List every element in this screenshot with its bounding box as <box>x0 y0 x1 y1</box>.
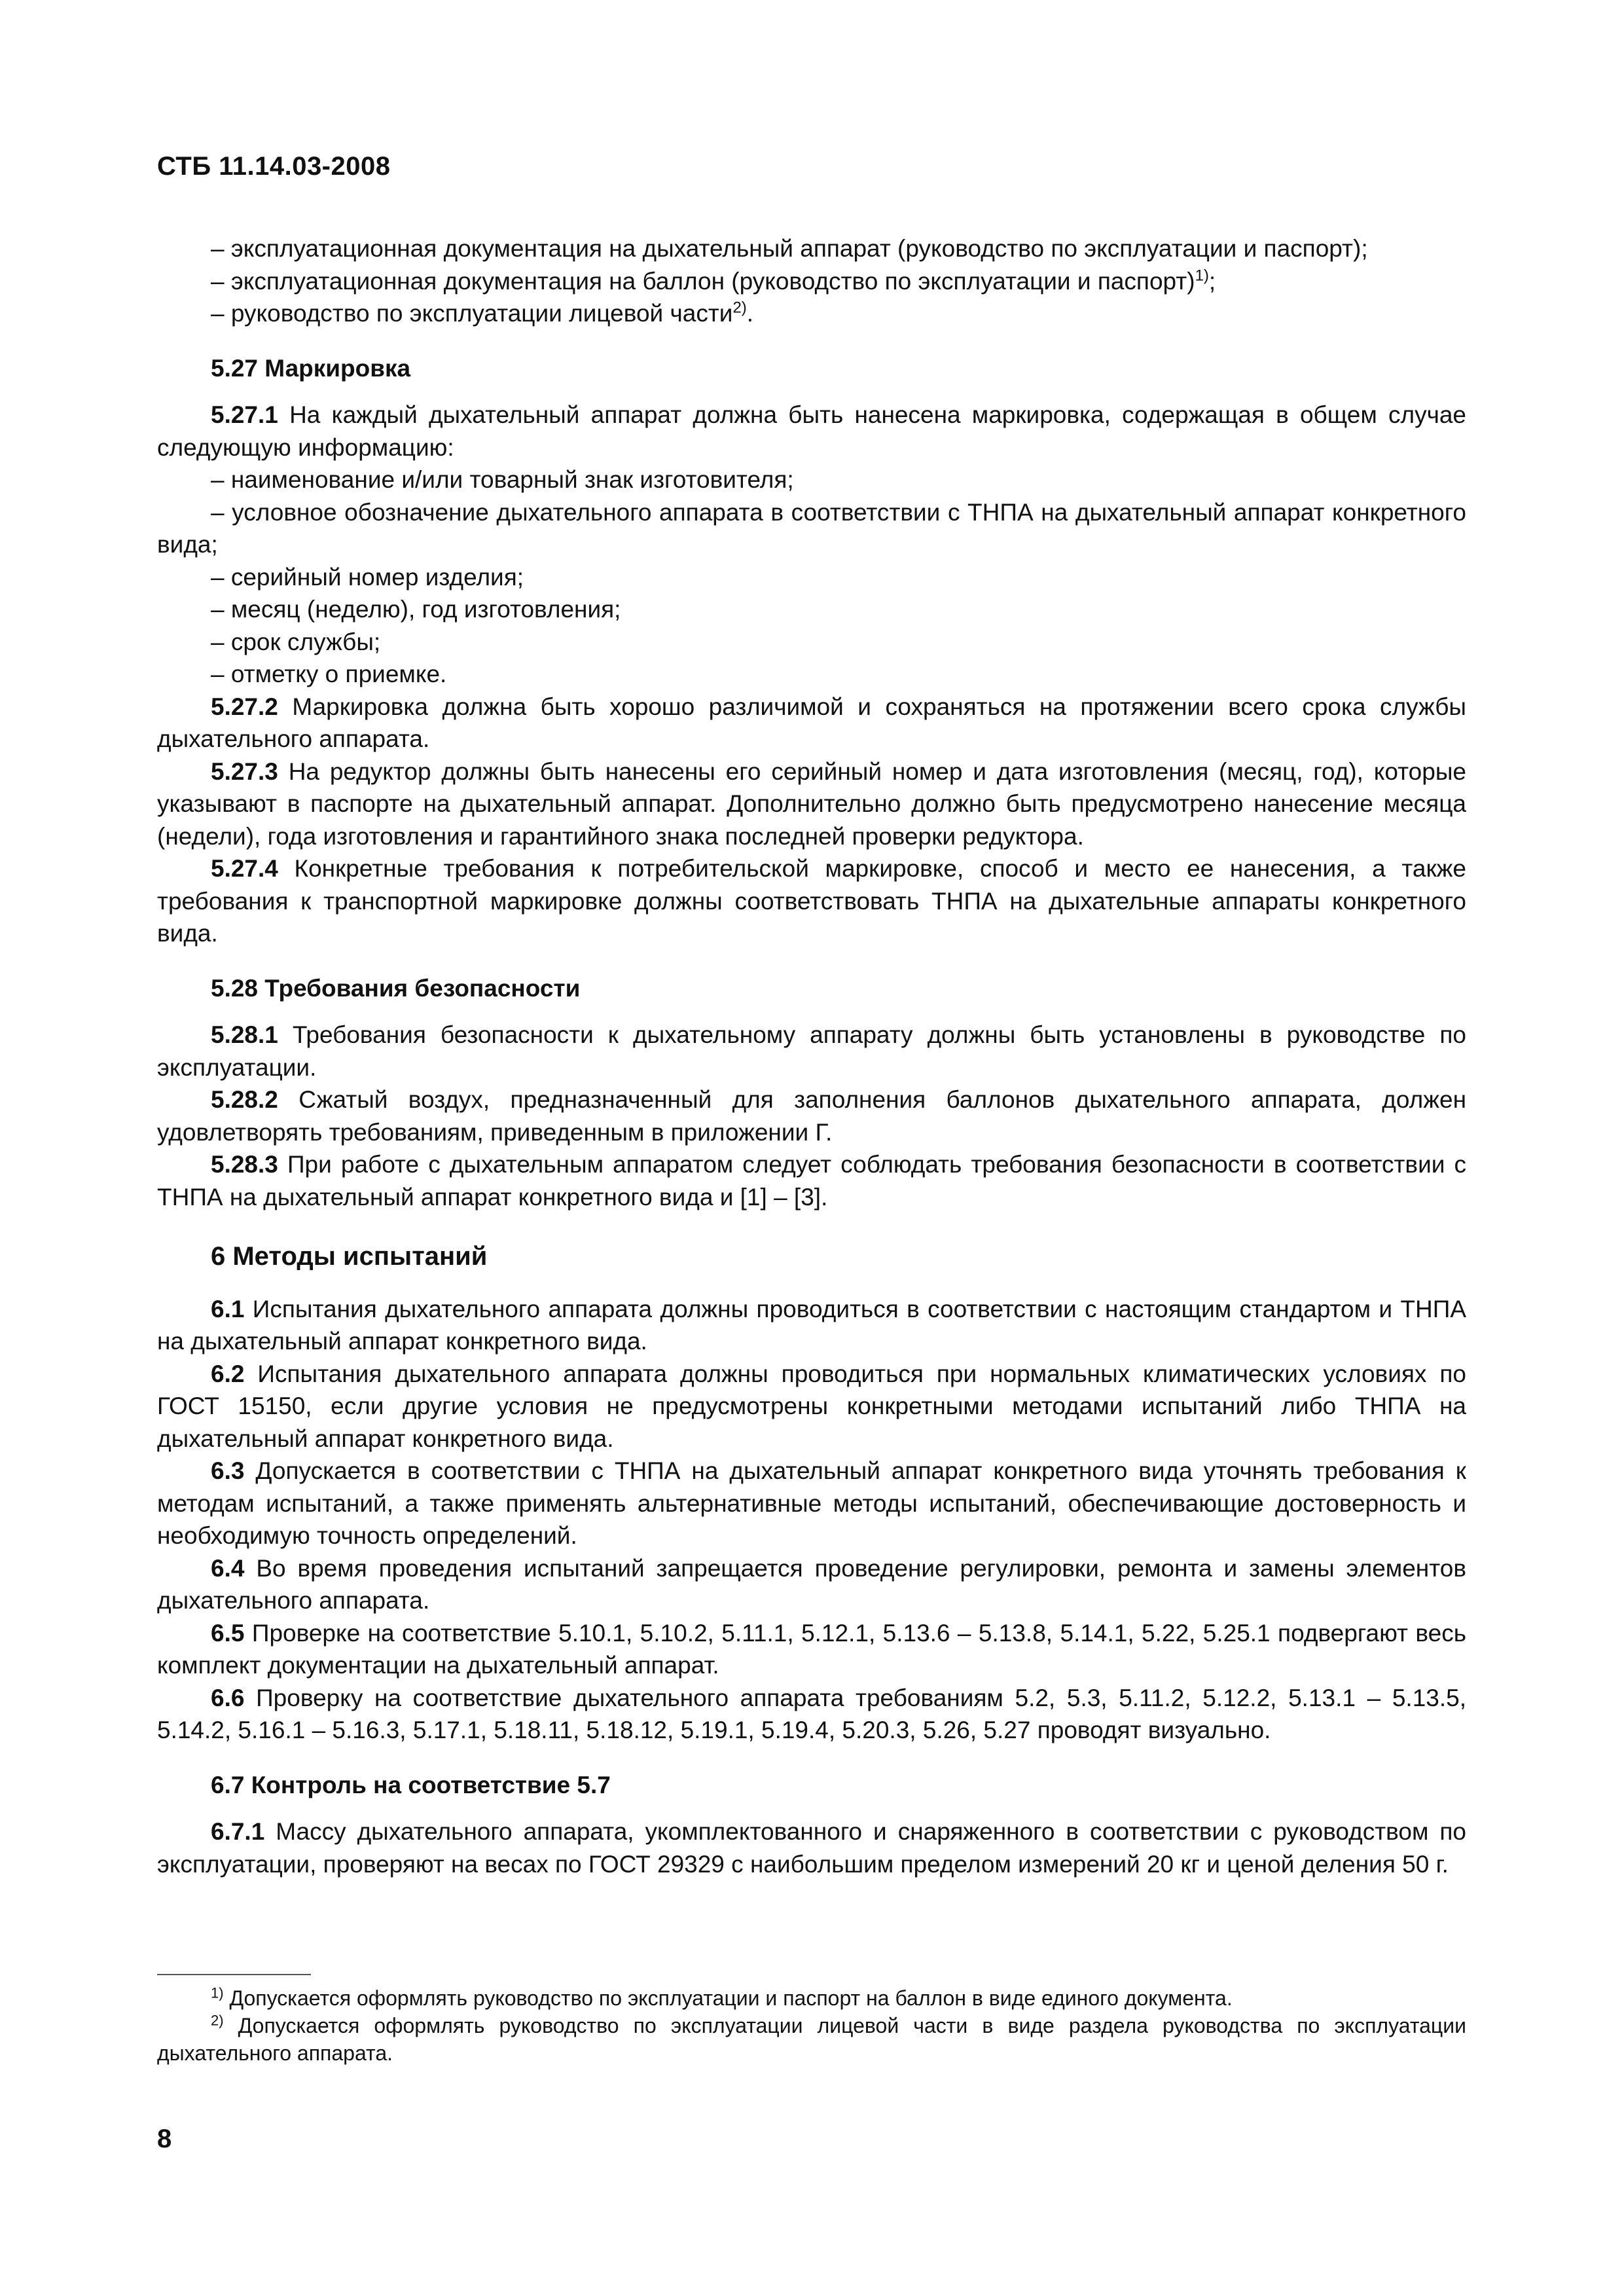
footnotes <box>157 1984 1466 2067</box>
section-heading-6-7: 6.7 Контроль на соответствие 5.7 <box>211 1771 611 1798</box>
clause-5-27-4 <box>157 852 1466 950</box>
clause-6-1 <box>157 1293 1466 1358</box>
doc-list-item-text: – руководство по эксплуатации лицевой части <box>211 300 733 327</box>
footnote-ref: 2) <box>732 299 747 317</box>
clause-number: 6.2 <box>211 1360 245 1387</box>
marking-list-item: – месяц (неделю), год изготовления; <box>211 596 621 623</box>
clause-text: Маркировка должна быть хорошо различимой и сохраняться на протяжении всего срока службы дыхательного аппарата. <box>157 693 1466 752</box>
clause-text: Испытания дыхательного аппарата должны проводиться в соответствии с настоящим стандартом и ТНПА на дыхательный аппарат конкретного вида. <box>157 1295 1466 1355</box>
footnote-text: Допускается оформлять руководство по эксплуатации лицевой части в виде раздела руководства по эксплуатации дыхательного аппарата. <box>157 2014 1466 2065</box>
clause-text: Допускается в соответствии с ТНПА на дыхательный аппарат конкретного вида уточнять требования к методам испытаний, а также применять альтернативные методы испытаний, обеспечивающие достоверность и необходимую точность определений. <box>157 1457 1466 1549</box>
clause-number: 5.27.1 <box>211 401 278 428</box>
clause-number: 5.28.3 <box>211 1151 278 1178</box>
clause-number: 6.3 <box>211 1457 245 1484</box>
clause-number: 6.1 <box>211 1295 245 1322</box>
document-code-header: СТБ 11.14.03-2008 <box>157 152 391 181</box>
clause-number: 6.6 <box>211 1684 245 1711</box>
clause-text: Требования безопасности к дыхательному аппарату должны быть установлены в руководстве по эксплуатации. <box>157 1021 1466 1081</box>
marking-list-item: – срок службы; <box>211 628 381 655</box>
page-number: 8 <box>157 2124 172 2153</box>
clause-6-5 <box>157 1617 1466 1682</box>
clause-text: Испытания дыхательного аппарата должны проводиться при нормальных климатических условиях по ГОСТ 15150, если другие условия не предусмотрены конкретными методами испытаний либо ТНПА на дыхательный аппарат конкретного вида. <box>157 1360 1466 1452</box>
section-heading-5-27: 5.27 Маркировка <box>211 354 411 382</box>
marking-list-item: – серийный номер изделия; <box>211 563 524 591</box>
clause-text: Проверку на соответствие дыхательного аппарата требованиям 5.2, 5.3, 5.11.2, 5.12.2, 5.13.1 – 5.13.5, 5.14.2, 5.16.1 – 5.16.3, 5.17.1, 5.18.11, 5.18.12, 5.19.1, 5.19.4, 5.20.3, 5.26, 5.27 проводят визуально. <box>157 1684 1466 1743</box>
list-punct: ; <box>1208 267 1216 295</box>
clause-text: Конкретные требования к потребительской маркировке, способ и место ее нанесения, а также требования к транспортной маркировке должны соответствовать ТНПА на дыхательные аппараты конкретного вида. <box>157 855 1466 947</box>
footnote-1 <box>157 1984 1466 2012</box>
marking-list-item: – отметку о приемке. <box>211 661 447 687</box>
clause-text: Во время проведения испытаний запрещается проведение регулировки, ремонта и замены элементов дыхательного аппарата. <box>157 1554 1466 1614</box>
clause-text: Проверке на соответствие 5.10.1, 5.10.2, 5.11.1, 5.12.1, 5.13.6 – 5.13.8, 5.14.1, 5.22, 5.25.1 подвергают весь комплект документации на дыхательный аппарат. <box>157 1619 1466 1679</box>
clause-text: На редуктор должны быть нанесены его серийный номер и дата изготовления (месяц, год), которые указывают в паспорте на дыхательный аппарат. Дополнительно должно быть предусмотрено нанесение месяца (недели), года изготовления и гарантийного знака последней проверки редуктора. <box>157 757 1466 850</box>
list-punct: . <box>746 300 754 327</box>
clause-text: Массу дыхательного аппарата, укомплектованного и снаряженного в соответствии с руководством по эксплуатации, проверяют на весах по ГОСТ 29329 с наибольшим пределом измерений 20 кг и ценой деления 50 г. <box>157 1818 1466 1878</box>
clause-number: 6.5 <box>211 1619 245 1647</box>
section-heading-6: 6 Методы испытаний <box>211 1242 488 1271</box>
doc-list-item <box>157 297 1466 330</box>
footnote-separator <box>157 1974 311 1975</box>
footnote-mark: 1) <box>211 1984 224 2001</box>
doc-list-item: – эксплуатационная документация на дыхательный аппарат (руководство по эксплуатации и паспорт); <box>211 235 1368 262</box>
clause-number: 6.4 <box>211 1554 245 1582</box>
clause-5-27-2 <box>157 691 1466 756</box>
clause-6-6 <box>157 1682 1466 1747</box>
clause-text: При работе с дыхательным аппаратом следует соблюдать требования безопасности в соответствии с ТНПА на дыхательный аппарат конкретного вида и [1] – [3]. <box>157 1151 1466 1211</box>
clause-number: 5.27.4 <box>211 855 278 882</box>
clause-5-28-2 <box>157 1084 1466 1148</box>
marking-list-item: – условное обозначение дыхательного аппарата в соответствии с ТНПА на дыхательный аппарат конкретного вида; <box>157 498 1466 558</box>
clause-number: 5.28.1 <box>211 1021 278 1048</box>
clause-6-4 <box>157 1552 1466 1617</box>
clause-text: Сжатый воздух, предназначенный для заполнения баллонов дыхательного аппарата, должен удовлетворять требованиям, приведенным в приложении Г. <box>157 1086 1466 1146</box>
document-body <box>157 232 1466 1880</box>
doc-list-item <box>157 265 1466 298</box>
clause-6-2 <box>157 1358 1466 1455</box>
doc-list-item-text: – эксплуатационная документация на баллон (руководство по эксплуатации и паспорт) <box>211 267 1195 295</box>
clause-5-27-1 <box>157 399 1466 464</box>
clause-6-7-1 <box>157 1815 1466 1880</box>
clause-5-27-3 <box>157 756 1466 853</box>
footnote-text: Допускается оформлять руководство по эксплуатации и паспорт на баллон в виде единого документа. <box>223 1986 1233 2010</box>
clause-6-3 <box>157 1455 1466 1552</box>
footnote-ref: 1) <box>1195 266 1209 285</box>
footnote-mark: 2) <box>211 2012 224 2029</box>
section-heading-5-28: 5.28 Требования безопасности <box>211 974 581 1002</box>
clause-number: 5.28.2 <box>211 1086 278 1113</box>
clause-number: 5.27.3 <box>211 757 278 785</box>
marking-list-item: – наименование и/или товарный знак изготовителя; <box>211 466 794 493</box>
clause-number: 5.27.2 <box>211 693 278 720</box>
clause-number: 6.7.1 <box>211 1818 265 1845</box>
footnote-2 <box>157 2012 1466 2067</box>
clause-5-28-3 <box>157 1148 1466 1213</box>
clause-5-28-1 <box>157 1019 1466 1084</box>
clause-text: На каждый дыхательный аппарат должна быть нанесена маркировка, содержащая в общем случае следующую информацию: <box>157 401 1466 461</box>
